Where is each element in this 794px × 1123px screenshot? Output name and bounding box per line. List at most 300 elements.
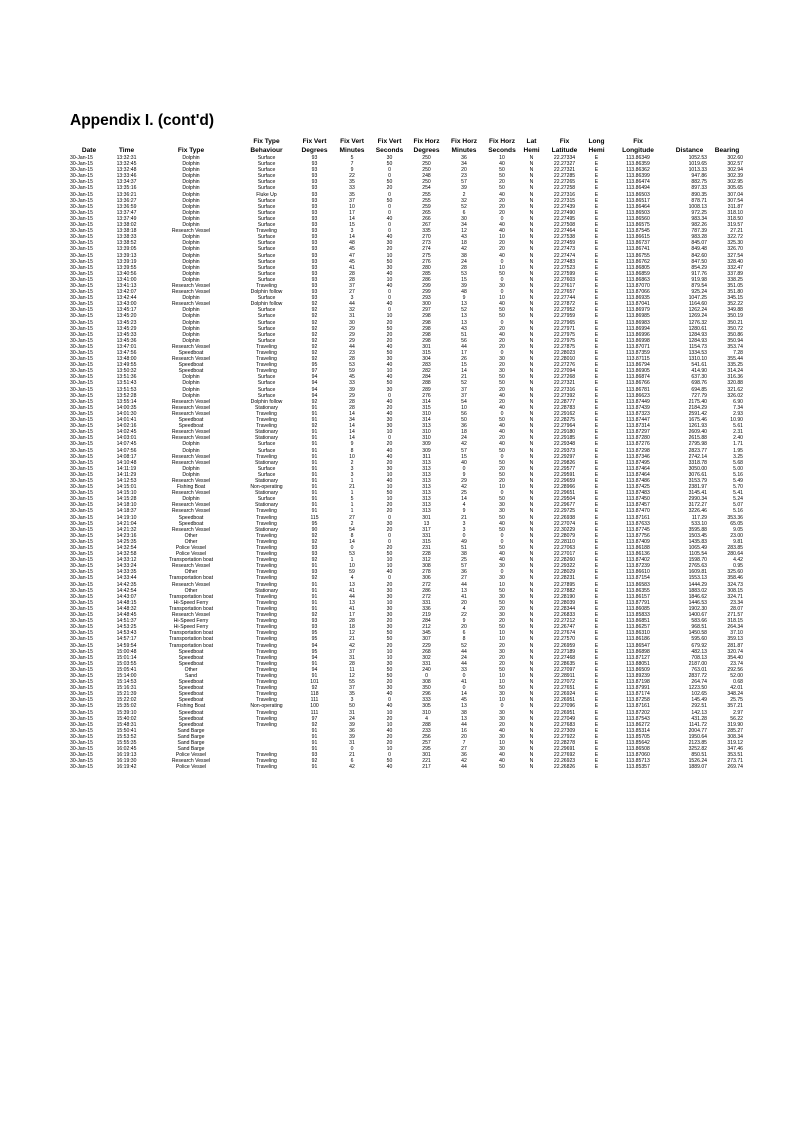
table-cell: 15 xyxy=(461,362,467,369)
table-cell: 28 xyxy=(349,276,355,283)
table-cell: 30-Jan-15 xyxy=(70,496,93,503)
table-cell: 30-Jan-15 xyxy=(70,447,93,454)
table-cell: 321.62 xyxy=(727,386,743,393)
table-cell: 13:45:20 xyxy=(116,313,137,320)
table-cell: 1450.58 xyxy=(688,630,707,637)
table-cell: 92 xyxy=(311,612,318,619)
table-cell: 52 xyxy=(461,642,467,649)
table-cell: 113.88051 xyxy=(626,660,650,667)
table-cell: 7 xyxy=(350,161,354,168)
table-cell: 91 xyxy=(311,764,318,771)
column-header: Fix Type xyxy=(177,146,205,154)
table-cell: 22.28190 xyxy=(553,593,576,600)
table-cell: 113.87464 xyxy=(626,471,650,478)
table-cell: 94 xyxy=(311,392,318,399)
table-cell: N xyxy=(529,636,534,643)
table-cell: 22.28275 xyxy=(553,417,576,424)
table-cell: N xyxy=(529,155,534,161)
table-cell: 30 xyxy=(386,386,393,393)
table-cell: 30-Jan-15 xyxy=(70,173,93,180)
table-cell: 337.89 xyxy=(727,270,743,277)
table-cell: Traveling xyxy=(256,551,277,558)
table-cell: 113.85357 xyxy=(626,764,650,771)
table-cell: 13:47:56 xyxy=(116,350,137,356)
table-cell: N xyxy=(529,276,534,283)
table-cell: 14:53:25 xyxy=(116,624,137,631)
table-cell: 13:39:19 xyxy=(116,258,137,265)
table-cell: 94 xyxy=(311,386,318,393)
table-cell: 9 xyxy=(350,441,354,448)
table-cell: N xyxy=(529,484,534,491)
table-cell: 10 xyxy=(499,672,505,679)
table-cell: 31 xyxy=(349,740,355,746)
table-cell: 91 xyxy=(311,441,318,448)
table-cell: 50 xyxy=(386,325,393,332)
table-cell: 845.07 xyxy=(691,240,707,247)
table-cell: N xyxy=(529,563,534,570)
table-cell: Dolphin xyxy=(182,295,200,302)
table-cell: E xyxy=(594,563,599,570)
table-cell: 50 xyxy=(499,666,505,673)
table-cell: Speedboat xyxy=(178,368,204,375)
table-cell: 326.70 xyxy=(727,246,743,253)
table-cell: 13 xyxy=(461,703,467,710)
table-cell: 482.13 xyxy=(691,648,707,655)
table-cell: 0 xyxy=(388,532,391,539)
table-cell: 113.87346 xyxy=(626,453,650,460)
table-cell: N xyxy=(529,307,534,314)
table-cell: 20 xyxy=(386,508,393,515)
table-cell: Speedboat xyxy=(178,417,204,424)
table-cell: 1 xyxy=(350,557,354,564)
table-cell: 274 xyxy=(422,246,431,253)
table-cell: 30-Jan-15 xyxy=(70,593,93,600)
table-cell: 13:45:29 xyxy=(116,325,137,332)
table-cell: 1400.67 xyxy=(688,612,707,619)
table-cell: Speedboat xyxy=(178,721,204,728)
table-cell: 20 xyxy=(386,337,393,344)
table-cell: 30-Jan-15 xyxy=(70,538,93,545)
table-cell: N xyxy=(529,356,534,363)
table-cell: 275 xyxy=(422,252,431,259)
table-cell: 50 xyxy=(499,685,505,692)
table-cell: 91 xyxy=(311,593,318,600)
table-cell: Hi-Speed Ferry xyxy=(173,599,209,606)
table-cell: 30-Jan-15 xyxy=(70,545,93,551)
table-cell: 1883.02 xyxy=(688,587,707,594)
table-cell: E xyxy=(594,575,599,582)
table-cell: 92 xyxy=(311,398,318,405)
table-cell: 10 xyxy=(499,155,505,161)
table-cell: 8 xyxy=(462,636,466,643)
table-cell: N xyxy=(529,490,534,497)
table-cell: 31 xyxy=(349,313,355,320)
table-cell: E xyxy=(594,484,599,491)
table-cell: 30-Jan-15 xyxy=(70,618,93,625)
table-cell: 14:42:54 xyxy=(116,587,137,594)
table-cell: 113.86575 xyxy=(626,222,650,229)
table-cell: 15 xyxy=(461,276,467,283)
table-cell: 30-Jan-15 xyxy=(70,270,93,277)
table-cell: 34 xyxy=(461,161,467,168)
table-cell: E xyxy=(594,551,599,558)
table-cell: 6 xyxy=(462,209,466,216)
table-cell: 255 xyxy=(422,197,431,204)
table-cell: 313 xyxy=(422,508,431,515)
table-cell: 23 xyxy=(349,350,355,356)
table-cell: N xyxy=(529,642,534,649)
table-cell: 93 xyxy=(311,545,318,551)
table-cell: 39 xyxy=(461,282,467,289)
table-cell: 14:01:30 xyxy=(116,410,137,417)
table-cell: 22.26959 xyxy=(553,642,576,649)
table-cell: Speedboat xyxy=(178,648,204,655)
table-cell: 314 xyxy=(422,398,431,405)
table-cell: 354.40 xyxy=(727,654,743,661)
table-cell: N xyxy=(529,441,534,448)
table-cell: 113.87543 xyxy=(626,715,650,722)
table-cell: 5.68 xyxy=(733,459,743,466)
table-cell: N xyxy=(529,252,534,259)
table-cell: 20 xyxy=(461,624,467,631)
table-cell: 0 xyxy=(388,697,391,704)
table-cell: 40 xyxy=(499,758,505,765)
table-cell: 92 xyxy=(311,350,318,356)
table-cell: E xyxy=(594,587,599,594)
table-cell: 91 xyxy=(311,508,318,515)
table-cell: 3145.41 xyxy=(688,490,707,497)
table-cell: Police Vessel xyxy=(175,752,207,759)
table-cell: 92 xyxy=(311,319,318,326)
table-cell: 92 xyxy=(311,538,318,545)
table-cell: 22.27617 xyxy=(553,282,576,289)
table-cell: 18 xyxy=(461,429,467,436)
table-cell: 22.29348 xyxy=(553,441,576,448)
table-cell: Dolphin xyxy=(182,258,200,265)
table-cell: E xyxy=(594,752,599,759)
table-cell: Surface xyxy=(257,240,276,247)
table-cell: 49 xyxy=(461,538,467,545)
column-header: Fix Latitude xyxy=(551,138,578,154)
table-cell: 306 xyxy=(422,575,431,582)
table-cell: Surface xyxy=(257,337,276,344)
table-cell: 6 xyxy=(462,630,466,637)
table-cell: 319.90 xyxy=(727,721,743,728)
table-cell: 92 xyxy=(311,423,318,430)
table-cell: N xyxy=(529,350,534,356)
table-cell: 44 xyxy=(461,721,467,728)
table-cell: Surface xyxy=(257,295,276,302)
table-cell: E xyxy=(594,538,599,545)
table-cell: 22.27309 xyxy=(553,727,576,734)
table-cell: 91 xyxy=(311,605,318,612)
table-cell: 113.86474 xyxy=(626,179,650,186)
table-cell: 50 xyxy=(386,380,393,387)
table-cell: 917.76 xyxy=(691,270,707,277)
table-cell: 42 xyxy=(461,484,467,491)
table-cell: 15:40:02 xyxy=(116,715,137,722)
table-cell: 22.28635 xyxy=(553,660,576,667)
table-cell: 93 xyxy=(311,173,318,180)
table-cell: Traveling xyxy=(256,282,277,289)
table-cell: E xyxy=(594,423,599,430)
table-cell: 113.86996 xyxy=(626,331,650,338)
table-cell: 95 xyxy=(311,636,318,643)
table-cell: 20 xyxy=(386,404,393,411)
table-cell: 40 xyxy=(499,551,505,558)
table-cell: E xyxy=(594,209,599,216)
table-cell: 351.80 xyxy=(727,289,743,296)
table-cell: Sand Barge xyxy=(177,746,205,753)
table-cell: E xyxy=(594,526,599,533)
table-cell: 0 xyxy=(388,222,391,229)
table-cell: 787.39 xyxy=(691,228,707,235)
table-cell: 309 xyxy=(422,447,431,454)
table-cell: 50 xyxy=(499,545,505,551)
table-cell: 50 xyxy=(386,197,393,204)
table-cell: 20 xyxy=(386,618,393,625)
table-cell: E xyxy=(594,630,599,637)
table-cell: 0 xyxy=(388,173,391,180)
table-cell: 14 xyxy=(349,234,355,241)
table-cell: 93 xyxy=(311,179,318,186)
table-cell: 30-Jan-15 xyxy=(70,179,93,186)
table-cell: 30-Jan-15 xyxy=(70,167,93,174)
table-cell: 50 xyxy=(386,666,393,673)
table-cell: Research Vessel xyxy=(171,502,211,509)
table-cell: 113.85833 xyxy=(626,612,650,619)
table-cell: 113.86503 xyxy=(626,209,650,216)
table-cell: Dolphin xyxy=(182,386,200,393)
table-cell: 22.28344 xyxy=(553,605,576,612)
table-cell: 1065.49 xyxy=(688,545,707,551)
table-cell: 22.27459 xyxy=(553,240,576,247)
table-cell: 324.71 xyxy=(727,593,743,600)
table-cell: 1 xyxy=(350,502,354,509)
table-cell: E xyxy=(594,459,599,466)
table-cell: E xyxy=(594,356,599,363)
table-cell: 113.86781 xyxy=(626,386,650,393)
table-cell: 30-Jan-15 xyxy=(70,752,93,759)
table-cell: 113.86755 xyxy=(626,252,650,259)
table-cell: 20 xyxy=(386,740,393,746)
table-cell: 333 xyxy=(422,697,431,704)
table-cell: 850.51 xyxy=(691,752,707,759)
table-cell: 37.10 xyxy=(730,630,743,637)
table-cell: Research Vessel xyxy=(171,459,211,466)
table-cell: 22.27875 xyxy=(553,343,576,350)
table-cell: 113.85705 xyxy=(626,733,650,740)
table-cell: Speedboat xyxy=(178,709,204,716)
table-cell: 14:21:04 xyxy=(116,520,137,527)
table-cell: 113.87483 xyxy=(626,490,650,497)
table-cell: 708.13 xyxy=(691,654,707,661)
table-cell: 3 xyxy=(350,295,354,302)
table-cell: E xyxy=(594,362,599,369)
table-cell: 113.87439 xyxy=(626,404,650,411)
table-cell: 0 xyxy=(388,209,391,216)
table-cell: 113.86610 xyxy=(626,569,650,576)
table-cell: Dolphin follow xyxy=(250,289,283,296)
table-cell: 22.27657 xyxy=(553,289,576,296)
table-cell: N xyxy=(529,685,534,692)
table-cell: 30-Jan-15 xyxy=(70,764,93,771)
table-cell: 0 xyxy=(500,258,504,265)
table-cell: Traveling xyxy=(256,612,277,619)
table-cell: E xyxy=(594,331,599,338)
table-cell: 94 xyxy=(311,374,318,381)
table-cell: N xyxy=(529,624,534,631)
table-cell: 17 xyxy=(461,350,467,356)
table-cell: Traveling xyxy=(256,538,277,545)
table-cell: E xyxy=(594,697,599,704)
table-cell: 13:39:13 xyxy=(116,252,137,259)
table-cell: Surface xyxy=(257,465,276,472)
table-cell: 30 xyxy=(499,746,505,753)
table-cell: Research Vessel xyxy=(171,398,211,405)
table-cell: 0 xyxy=(500,490,504,497)
table-cell: 30-Jan-15 xyxy=(70,155,93,161)
table-cell: 1280.61 xyxy=(688,325,707,332)
table-cell: N xyxy=(529,532,534,539)
table-cell: 313 xyxy=(422,471,431,478)
table-cell: 40 xyxy=(386,410,393,417)
table-cell: 314 xyxy=(422,417,431,424)
table-cell: 26 xyxy=(461,356,467,363)
table-cell: 15:22:02 xyxy=(116,697,137,704)
table-cell: 111 xyxy=(310,709,319,716)
table-cell: 22.27508 xyxy=(553,222,576,229)
table-cell: 22.27072 xyxy=(553,679,576,686)
table-cell: 298 xyxy=(422,319,431,326)
table-cell: 14:01:41 xyxy=(116,417,137,424)
table-cell: E xyxy=(594,715,599,722)
table-cell: 25 xyxy=(461,557,467,564)
table-cell: E xyxy=(594,276,599,283)
table-cell: 0 xyxy=(462,672,466,679)
table-cell: 91 xyxy=(311,496,318,503)
table-cell: E xyxy=(594,155,599,161)
table-cell: 53 xyxy=(461,270,467,277)
table-cell: 332.47 xyxy=(727,264,743,271)
table-cell: 59 xyxy=(349,368,355,375)
table-cell: Dolphin xyxy=(182,215,200,222)
table-cell: 113.86851 xyxy=(626,618,650,625)
table-cell: 30-Jan-15 xyxy=(70,636,93,643)
table-cell: 39 xyxy=(349,386,355,393)
table-cell: 113.87425 xyxy=(626,484,650,491)
table-cell: 40 xyxy=(386,374,393,381)
table-cell: 93 xyxy=(311,240,318,247)
table-cell: E xyxy=(594,727,599,734)
table-cell: Research Vessel xyxy=(171,429,211,436)
table-cell: Non-operating xyxy=(250,703,283,710)
table-cell: 30-Jan-15 xyxy=(70,386,93,393)
table-cell: 22.27599 xyxy=(553,270,576,277)
table-cell: 20 xyxy=(499,398,505,405)
table-cell: 22.27468 xyxy=(553,654,576,661)
table-cell: Traveling xyxy=(256,228,277,235)
table-cell: 113.87202 xyxy=(626,709,650,716)
table-cell: 7.34 xyxy=(733,404,743,411)
table-cell: 264.34 xyxy=(727,624,743,631)
table-cell: 57 xyxy=(461,179,467,186)
table-cell: 41 xyxy=(349,264,355,271)
table-cell: 92 xyxy=(311,343,318,350)
table-cell: 113.86741 xyxy=(626,246,650,253)
table-cell: Traveling xyxy=(256,599,277,606)
table-cell: 30-Jan-15 xyxy=(70,282,93,289)
table-cell: Dolphin xyxy=(182,173,200,180)
table-cell: 0 xyxy=(500,532,504,539)
table-cell: 20 xyxy=(499,179,505,186)
table-cell: N xyxy=(529,313,534,320)
table-cell: 92 xyxy=(311,301,318,308)
table-cell: Traveling xyxy=(256,508,277,515)
table-cell: 45 xyxy=(349,374,355,381)
table-cell: E xyxy=(594,398,599,405)
table-cell: 10 xyxy=(386,484,393,491)
table-cell: 44 xyxy=(461,764,467,771)
table-cell: 22.27189 xyxy=(553,648,576,655)
table-cell: N xyxy=(529,599,534,606)
table-cell: 91 xyxy=(311,660,318,667)
table-cell: 29 xyxy=(349,392,355,399)
table-cell: 40 xyxy=(386,234,393,241)
table-cell: 583.66 xyxy=(691,618,707,625)
table-cell: 102.65 xyxy=(691,691,707,698)
table-cell: Traveling xyxy=(256,532,277,539)
table-cell: 308 xyxy=(422,679,431,686)
table-cell: Traveling xyxy=(256,563,277,570)
table-cell: 22.28029 xyxy=(553,569,576,576)
table-cell: 13:35:16 xyxy=(116,185,137,192)
table-cell: N xyxy=(529,545,534,551)
table-cell: 113.86985 xyxy=(626,313,650,320)
table-cell: E xyxy=(594,532,599,539)
table-cell: 30-Jan-15 xyxy=(70,240,93,247)
table-cell: 28.07 xyxy=(730,605,743,612)
table-cell: 113.87154 xyxy=(626,575,650,582)
table-cell: 93 xyxy=(311,569,318,576)
table-cell: 310 xyxy=(422,410,431,417)
table-cell: 2609.40 xyxy=(688,429,707,436)
table-cell: 325.30 xyxy=(727,240,743,247)
table-cell: Traveling xyxy=(256,764,277,771)
table-cell: N xyxy=(529,398,534,405)
table-cell: 113.87161 xyxy=(626,514,650,521)
table-cell: 16:19:13 xyxy=(116,752,137,759)
table-cell: E xyxy=(594,252,599,259)
table-cell: 0 xyxy=(388,514,391,521)
table-cell: 30-Jan-15 xyxy=(70,234,93,241)
table-cell: 319.57 xyxy=(727,222,743,229)
table-cell: E xyxy=(594,417,599,424)
table-cell: 30-Jan-15 xyxy=(70,563,93,570)
table-cell: 22.29162 xyxy=(553,410,576,417)
table-cell: 24 xyxy=(461,435,467,442)
table-cell: Dolphin xyxy=(182,270,200,277)
table-cell: E xyxy=(594,295,599,302)
table-cell: 1.71 xyxy=(733,441,743,448)
table-cell: 113.87314 xyxy=(626,423,650,430)
table-cell: 39 xyxy=(461,185,467,192)
table-cell: 15:14:53 xyxy=(116,679,137,686)
table-cell: Dolphin xyxy=(182,337,200,344)
table-cell: 305.65 xyxy=(727,185,743,192)
table-cell: 93 xyxy=(311,191,318,198)
table-cell: N xyxy=(529,459,534,466)
